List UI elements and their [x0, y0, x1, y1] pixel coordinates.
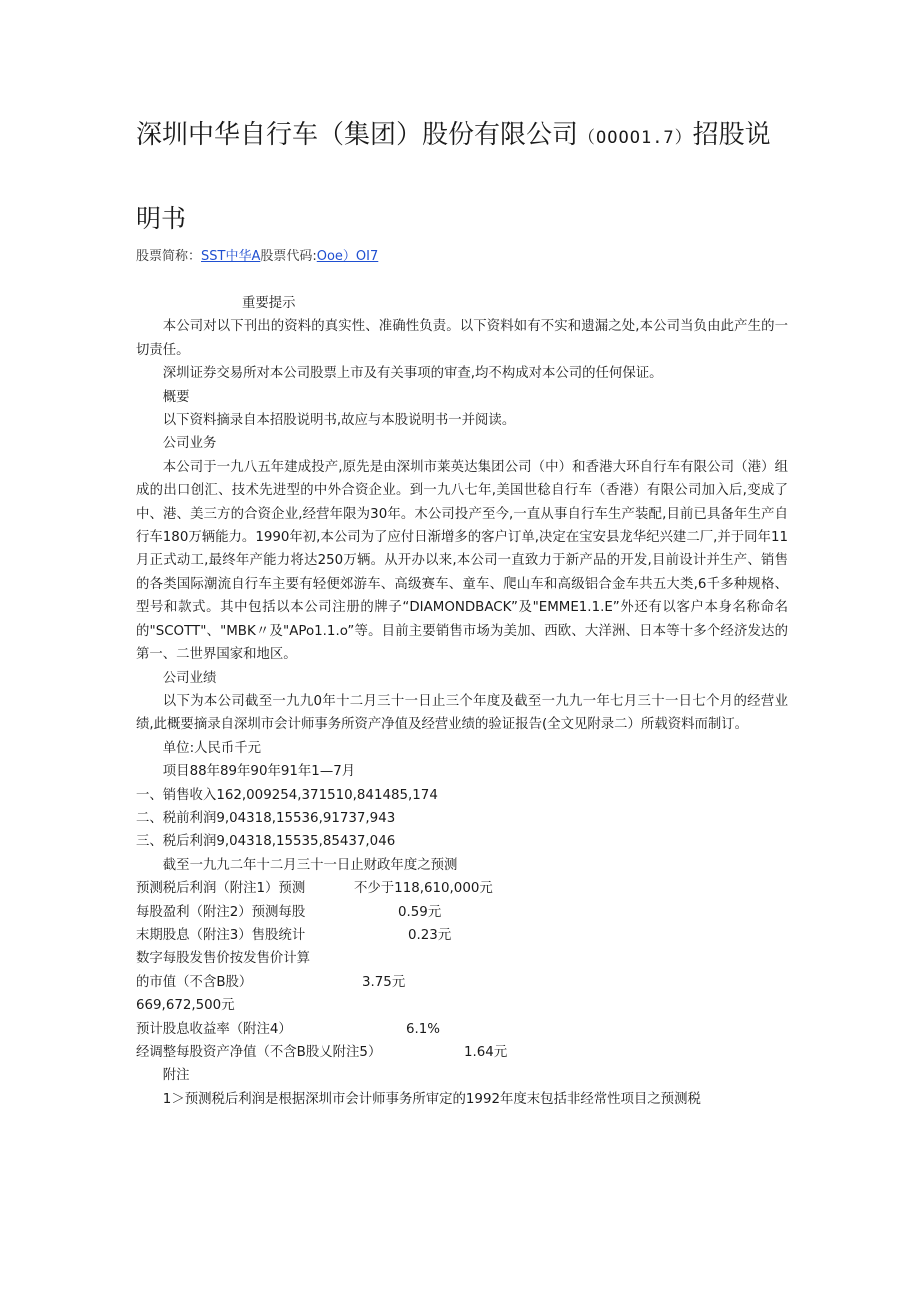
forecast-row: [136, 877, 788, 900]
table-row: 二、税前利润9,04318,15536,91737,943: [136, 810, 396, 826]
important-paragraph-1: 本公司对以下刊出的资料的真实性、准确性负责。以下资料如有不实和遗漏之处,本公司当负由此产生的一切责任。: [136, 319, 788, 358]
stock-code-link[interactable]: Ooe）OI7: [316, 249, 379, 264]
forecast-value: 1.64元: [464, 1045, 508, 1060]
note-1: 1＞预测税后利润是根据深圳市会计师事务所审定的1992年度末包括非经常性项目之预测税: [162, 1091, 701, 1107]
title-suffix: 招股说: [692, 120, 771, 150]
forecast-row: [136, 1041, 788, 1064]
stock-code-label: 股票代码:: [260, 249, 317, 264]
forecast-row: [136, 1018, 788, 1041]
forecast-label: 的市值（不含B股）: [136, 974, 253, 990]
forecast-row: [136, 901, 788, 924]
forecast-value: 6.1%: [406, 1021, 441, 1037]
forecast-label: 末期股息（附注3）售股统计: [136, 927, 306, 943]
forecast-label: 预测税后利润（附注1）预测: [136, 881, 306, 897]
forecast-label: 预计股息收益率（附注4）: [136, 1021, 292, 1037]
stock-name-link[interactable]: SST中华A: [201, 249, 261, 264]
forecast-value: 0.59元: [398, 904, 442, 920]
forecast-label: 经调整每股资产净值（不含B股乂附注5）: [136, 1045, 382, 1060]
overview-paragraph: 以下资料摘录自本招股说明书,故应与本股说明书一并阅读。: [162, 413, 516, 429]
forecast-row: [136, 924, 788, 947]
business-paragraph: 本公司于一九八五年建成投产,原先是由深圳市莱英达集团公司（中）和香港大环自行车有限公司（港）组成的出口创汇、技术先进型的中外合资企业。到一九八七年,美国世稔自行车（香港）有限公司加入后,变成了中、港、美三方的合资企业,经营年限为30年。木公司投产至今,一直从事自行车生产装配,目前已具备年生产自行车180万辆能力。1990年初,本公司为了应付日渐增多的客户订单,决定在宝安县龙华纪兴建二厂,并于同年11月正式动工,最终年产能力将达250万辆。从开办以来,本公司一直致力于新产品的开发,目前设计并生产、销售的各类国际潮流自行车主要有轻便郊游车、高级赛车、童车、爬山车和高级铝合金车共五大类,6千多种规格、型号和款式。其中包括以本公司注册的牌子“DIAMONDBACK”及"EMME1.1.E”外还有以客户本身名称命名的"SCOTT"、"MBK〃及"APo1.1.o”等。目前主要销售市场为美加、西欧、大洋洲、日本等十多个经济发达的第一、二世界国家和地区。: [136, 459, 788, 663]
stock-info: [136, 247, 378, 267]
title-stock-code: （OOOO1.7）: [578, 128, 693, 148]
performance-heading: 公司业绩: [162, 670, 217, 686]
forecast-value: 0.23元: [408, 927, 452, 943]
forecast-value: 3.75元: [362, 974, 406, 990]
notes-heading: 附注: [162, 1068, 190, 1084]
forecast-row: [136, 994, 788, 1017]
forecast-value: 669,672,500元: [136, 998, 235, 1014]
forecast-value: 不少于118,610,000元: [354, 881, 493, 897]
table-row: 一、销售收入162,009254,371510,841485,174: [136, 787, 438, 803]
important-paragraph-2: 深圳证券交易所对本公司股票上市及有关事项的审查,均不构成对本公司的任何保证。: [162, 366, 663, 382]
document-title-line2: 明书: [136, 204, 187, 233]
important-heading: 重要提示: [242, 296, 296, 311]
document-body: [136, 292, 788, 1111]
forecast-label: 每股盈利（附注2）预测每股: [136, 904, 306, 920]
business-heading: 公司业务: [162, 436, 217, 452]
forecast-row: [136, 947, 788, 970]
title-main: 深圳中华自行车（集团）股份有限公司: [136, 120, 579, 150]
performance-paragraph: 以下为本公司截至一九九0年十二月三十一日止三个年度及截至一九九一年七月三十一日七个月的经营业绩,此概要摘录自深圳市会计师事务所资产净值及经营业绩的验证报告(全文见附录二）所载资料而制订。: [136, 693, 788, 733]
stock-name-label: 股票简称：: [136, 249, 202, 264]
forecast-label: 数字每股发售价按发售价计算: [136, 951, 311, 967]
document-title: [136, 118, 796, 155]
overview-heading: 概要: [162, 389, 190, 405]
forecast-heading: 截至一九九二年十二月三十一日止财政年度之预测: [162, 857, 458, 873]
table-header: 项目88年89年90年91年1—7月: [162, 764, 356, 780]
unit-line: 单位:人民币千元: [162, 740, 262, 756]
table-row: 三、税后利润9,04318,15535,85437,046: [136, 834, 396, 850]
forecast-row: [136, 971, 788, 994]
